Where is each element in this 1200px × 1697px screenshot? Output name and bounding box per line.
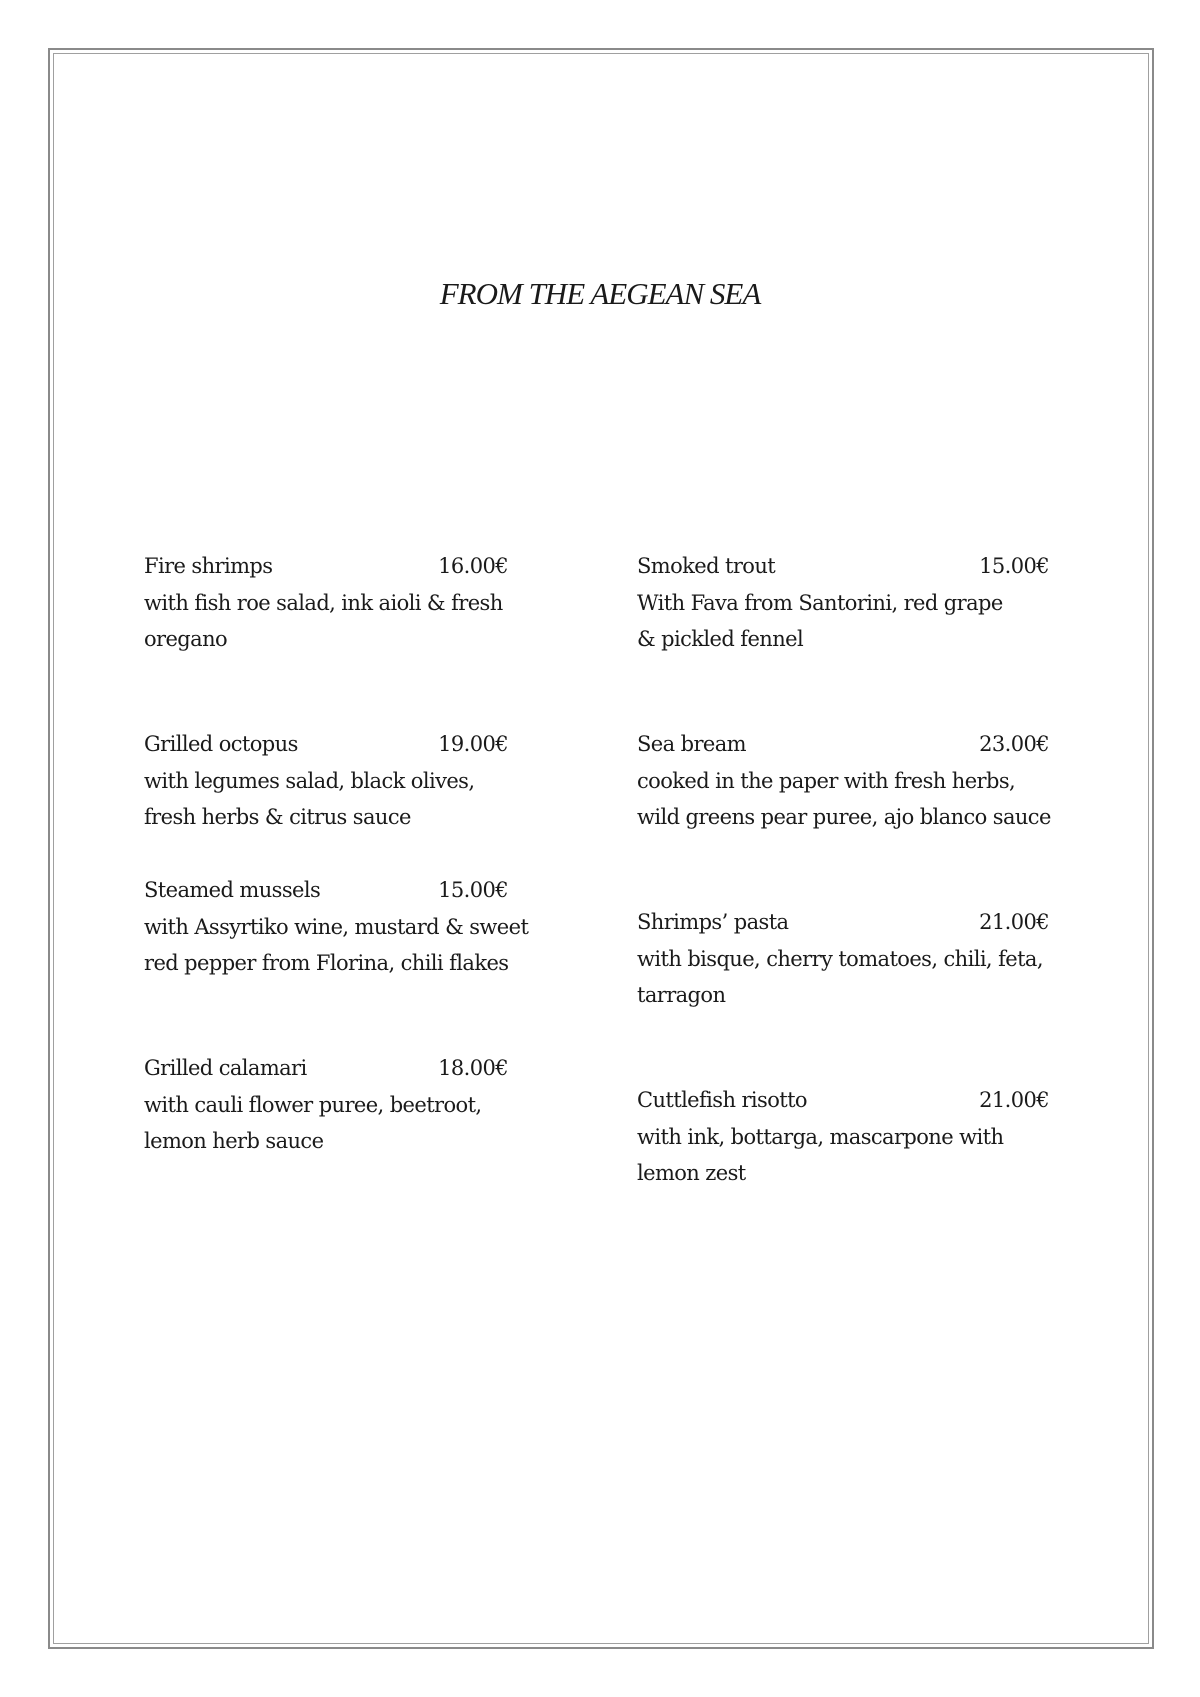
menu-item-header <box>637 904 1049 941</box>
description-line: with ink, bottarga, mascarpone with <box>637 1124 1004 1149</box>
menu-item-description <box>144 763 508 836</box>
menu-item-price: 15.00€ <box>979 554 1049 578</box>
menu-item-name: Shrimps’ pasta <box>637 910 789 934</box>
menu-item-description <box>637 941 1049 1014</box>
menu-item-description <box>144 1087 508 1160</box>
menu-item-name: Grilled octopus <box>144 732 298 756</box>
menu-item-header <box>144 726 508 763</box>
menu-item-description <box>637 1119 1049 1192</box>
menu-item-cuttlefish-risotto <box>637 1082 1049 1192</box>
description-line: with legumes salad, black olives, <box>144 768 475 793</box>
description-line: tarragon <box>637 983 726 1007</box>
description-line: & pickled fennel <box>637 627 804 651</box>
description-line: with Assyrtiko wine, mustard & sweet <box>144 914 529 939</box>
menu-item-price: 23.00€ <box>979 732 1049 756</box>
description-line: With Fava from Santorini, red grape <box>637 590 1003 615</box>
menu-item-description <box>144 585 508 658</box>
menu-item-header <box>144 548 508 585</box>
menu-item-description <box>637 585 1049 658</box>
menu-item-name: Smoked trout <box>637 554 776 578</box>
description-line: with fish roe salad, ink aioli & fresh <box>144 590 503 615</box>
menu-item-header <box>144 872 508 909</box>
menu-item-name: Grilled calamari <box>144 1056 307 1080</box>
menu-item-sea-bream <box>637 726 1049 836</box>
description-line: lemon herb sauce <box>144 1129 324 1153</box>
description-line: cooked in the paper with fresh herbs, <box>637 768 1016 793</box>
menu-item-steamed-mussels <box>144 872 529 982</box>
description-line: fresh herbs & citrus sauce <box>144 805 411 829</box>
menu-item-grilled-octopus <box>144 726 508 836</box>
menu-item-shrimps-pasta <box>637 904 1049 1014</box>
menu-item-header <box>637 548 1049 585</box>
menu-item-description <box>637 763 1049 836</box>
menu-item-grilled-calamari <box>144 1050 508 1160</box>
menu-item-description <box>144 909 529 982</box>
description-line: with bisque, cherry tomatoes, chili, feta, <box>637 946 1043 971</box>
description-line: with cauli flower puree, beetroot, <box>144 1092 482 1117</box>
menu-item-name: Fire shrimps <box>144 554 273 578</box>
menu-item-name: Sea bream <box>637 732 746 756</box>
menu-item-name: Cuttlefish risotto <box>637 1088 807 1112</box>
description-line: lemon zest <box>637 1161 746 1185</box>
menu-item-header <box>637 1082 1049 1119</box>
menu-item-smoked-trout <box>637 548 1049 658</box>
menu-item-name: Steamed mussels <box>144 878 321 902</box>
menu-item-price: 19.00€ <box>438 732 508 756</box>
menu-item-price: 18.00€ <box>438 1056 508 1080</box>
menu-item-price: 16.00€ <box>438 554 508 578</box>
menu-title: FROM THE AEGEAN SEA <box>439 276 761 311</box>
description-line: wild greens pear puree, ajo blanco sauce <box>637 805 1051 829</box>
menu-item-price: 21.00€ <box>979 910 1049 934</box>
menu-item-fire-shrimps <box>144 548 508 658</box>
menu-item-header <box>144 1050 508 1087</box>
description-line: oregano <box>144 627 228 651</box>
menu-item-header <box>637 726 1049 763</box>
menu-item-price: 21.00€ <box>979 1088 1049 1112</box>
description-line: red pepper from Florina, chili flakes <box>144 951 509 975</box>
menu-item-price: 15.00€ <box>438 878 508 902</box>
